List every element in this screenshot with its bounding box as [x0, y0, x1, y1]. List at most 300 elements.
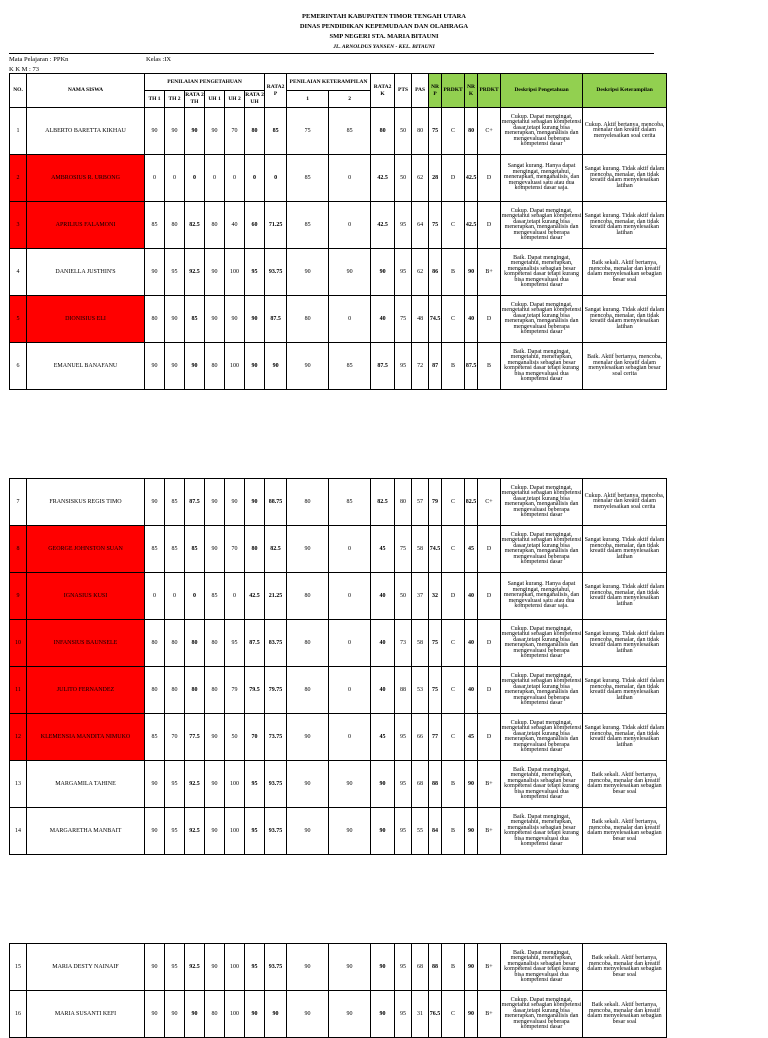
cell-r2k: 42.5 [371, 155, 395, 202]
cell-nrp: 88 [429, 944, 442, 991]
cell-pd1: C [442, 108, 465, 155]
cell-desk-pengetahuan: Cukup. Dapat mengingat, mengetahui sebagian kompetensi dasar,tetapi kurang bisa menerapkan, menganalisis dan mengevaluasi beberapa kompetensi dasar [501, 991, 583, 1038]
cell-r2th: 90 [185, 343, 205, 390]
cell-uh2: 90 [225, 479, 245, 526]
col-th1: TH 1 [145, 91, 165, 108]
cell-pas: 48 [412, 296, 429, 343]
cell-th2: 70 [165, 714, 185, 761]
cell-th1: 90 [145, 991, 165, 1038]
cell-pd1: D [442, 155, 465, 202]
cell-th1: 0 [145, 155, 165, 202]
cell-uh2: 70 [225, 526, 245, 573]
cell-pd2: C+ [478, 479, 501, 526]
cell-uh1: 0 [205, 155, 225, 202]
cell-r2p: 82.5 [265, 526, 287, 573]
cell-desk-pengetahuan: Baik. Dapat mengingat, mengetahui, menerapkan, menganalisis sebagian besar kompetensi dasar tetapi kurang bisa mengevaluasi dua kompetensi dasar [501, 808, 583, 855]
cell-pd2: D [478, 620, 501, 667]
cell-th1: 85 [145, 202, 165, 249]
cell-pts: 95 [395, 249, 412, 296]
cell-pd1: B [442, 808, 465, 855]
cell-uh2: 100 [225, 249, 245, 296]
table-row [10, 202, 667, 249]
cell-r2th: 87.5 [185, 479, 205, 526]
cell-uh1: 85 [205, 573, 225, 620]
cell-desk-pengetahuan: Cukup. Dapat mengingat, mengetahui sebagian kompetensi dasar,tetapi kurang bisa menerapkan, menganalisis dan mengevaluasi beberapa kompetensi dasar [501, 202, 583, 249]
cell-r2uh: 42.5 [245, 573, 265, 620]
cell-r2uh: 90 [245, 479, 265, 526]
cell-uh1: 80 [205, 202, 225, 249]
cell-pas: 53 [412, 667, 429, 714]
cell-nrp: 74.5 [429, 296, 442, 343]
cell-desk-keterampilan: Sangat kurang. Tidak aktif dalam mencoba, menalar, dan tidak kreatif dalam menyelesaikan latihan [583, 202, 667, 249]
cell-nama: MARGARETHA MANBAIT [27, 808, 145, 855]
cell-r2th: 80 [185, 667, 205, 714]
cell-pas: 66 [412, 714, 429, 761]
cell-nrp: 75 [429, 108, 442, 155]
cell-r2p: 71.25 [265, 202, 287, 249]
cell-desk-pengetahuan: Cukup. Dapat mengingat, mengetahui sebagian kompetensi dasar,tetapi kurang bisa menerapkan, menganalisis dan mengevaluasi beberapa kompetensi dasar [501, 667, 583, 714]
cell-r2k: 90 [371, 944, 395, 991]
cell-pd1: B [442, 944, 465, 991]
cell-th2: 0 [165, 155, 185, 202]
cell-uh1: 90 [205, 808, 225, 855]
cell-no: 14 [10, 808, 27, 855]
cell-r2th: 85 [185, 526, 205, 573]
cell-uh1: 90 [205, 761, 225, 808]
cell-uh2: 90 [225, 296, 245, 343]
cell-no: 4 [10, 249, 27, 296]
cell-desk-keterampilan: Cukup. Aktif bertanya, mencoba, menalar dan kreatif dalam menyelesaikan soal cerita [583, 479, 667, 526]
cell-pts: 95 [395, 761, 412, 808]
table-row [10, 667, 667, 714]
cell-no: 9 [10, 573, 27, 620]
cell-r2th: 90 [185, 991, 205, 1038]
cell-k1: 90 [287, 761, 329, 808]
cell-k2: 90 [329, 761, 371, 808]
cell-pas: 57 [412, 479, 429, 526]
cell-desk-keterampilan: Baik sekali. Aktif bertanya, mencoba, menalar dan kreatif dalam menyelesaikan sebagian besar soal [583, 991, 667, 1038]
cell-r2uh: 95 [245, 249, 265, 296]
cell-r2p: 90 [265, 343, 287, 390]
cell-r2p: 85 [265, 108, 287, 155]
cell-r2p: 90 [265, 991, 287, 1038]
col-uh1: UH 1 [205, 91, 225, 108]
cell-nama: DANIELLA JUSTHIN'S [27, 249, 145, 296]
cell-nrk: 90 [465, 249, 478, 296]
grade-table-page-2 [9, 478, 667, 855]
cell-nrp: 86 [429, 249, 442, 296]
cell-nama: FRANSISKUS REGIS TIMO [27, 479, 145, 526]
table-row [10, 155, 667, 202]
cell-pd2: B+ [478, 249, 501, 296]
cell-nama: MARIA DESTY NAINAIF [27, 944, 145, 991]
col-uh2: UH 2 [225, 91, 245, 108]
cell-th1: 90 [145, 761, 165, 808]
cell-pd2: D [478, 573, 501, 620]
col-prdkt-k: PRDKT [478, 74, 501, 108]
cell-th1: 80 [145, 667, 165, 714]
cell-desk-pengetahuan: Baik. Dapat mengingat, mengetahui, menerapkan, menganalisis sebagian besar kompetensi dasar tetapi kurang bisa mengevaluasi dua kompetensi dasar [501, 944, 583, 991]
cell-r2th: 92.5 [185, 249, 205, 296]
cell-th1: 0 [145, 573, 165, 620]
table-row [10, 808, 667, 855]
col-nama: NAMA SISWA [27, 74, 145, 108]
cell-uh2: 50 [225, 714, 245, 761]
cell-pd1: B [442, 761, 465, 808]
cell-r2p: 0 [265, 155, 287, 202]
cell-th2: 95 [165, 944, 185, 991]
cell-r2k: 40 [371, 573, 395, 620]
cell-th2: 95 [165, 761, 185, 808]
cell-desk-keterampilan: Baik sekali. Aktif bertanya, mencoba, menalar dan kreatif dalam menyelesaikan sebagian besar soal [583, 808, 667, 855]
cell-pd1: B [442, 343, 465, 390]
cell-r2p: 93.75 [265, 249, 287, 296]
cell-r2th: 0 [185, 155, 205, 202]
cell-pd1: C [442, 714, 465, 761]
cell-no: 1 [10, 108, 27, 155]
cell-pas: 31 [412, 991, 429, 1038]
table-row [10, 573, 667, 620]
cell-nrk: 40 [465, 296, 478, 343]
cell-r2k: 40 [371, 620, 395, 667]
col-k2: 2 [329, 91, 371, 108]
cell-desk-pengetahuan: Cukup. Dapat mengingat, mengetahui sebagian kompetensi dasar,tetapi kurang bisa menerapkan, menganalisis dan mengevaluasi beberapa kompetensi dasar [501, 526, 583, 573]
cell-r2p: 88.75 [265, 479, 287, 526]
cell-k2: 0 [329, 714, 371, 761]
cell-k1: 80 [287, 667, 329, 714]
cell-k1: 85 [287, 155, 329, 202]
cell-k1: 90 [287, 991, 329, 1038]
cell-pas: 68 [412, 761, 429, 808]
cell-no: 3 [10, 202, 27, 249]
cell-k2: 85 [329, 479, 371, 526]
cell-r2th: 92.5 [185, 944, 205, 991]
cell-r2th: 80 [185, 620, 205, 667]
cell-k2: 90 [329, 944, 371, 991]
cell-th2: 95 [165, 808, 185, 855]
cell-desk-pengetahuan: Baik. Dapat mengingat, mengetahui, menerapkan, menganalisis sebagian besar kompetensi dasar tetapi kurang bisa mengevaluasi dua kompetensi dasar [501, 249, 583, 296]
cell-nrp: 84 [429, 808, 442, 855]
cell-pas: 37 [412, 573, 429, 620]
cell-pd2: B+ [478, 808, 501, 855]
class-label: Kelas :IX [146, 56, 172, 63]
cell-pts: 73 [395, 620, 412, 667]
cell-k1: 80 [287, 296, 329, 343]
table-row [10, 761, 667, 808]
cell-th2: 0 [165, 573, 185, 620]
cell-r2p: 87.5 [265, 296, 287, 343]
table-row [10, 991, 667, 1038]
cell-r2p: 93.75 [265, 761, 287, 808]
cell-uh1: 80 [205, 667, 225, 714]
cell-desk-keterampilan: Sangat kurang. Tidak aktif dalam mencoba, menalar, dan tidak kreatif dalam menyelesaikan latihan [583, 296, 667, 343]
cell-pts: 95 [395, 808, 412, 855]
cell-k2: 0 [329, 202, 371, 249]
cell-pts: 50 [395, 155, 412, 202]
cell-uh2: 100 [225, 761, 245, 808]
cell-uh1: 90 [205, 526, 225, 573]
cell-pts: 75 [395, 526, 412, 573]
cell-r2th: 90 [185, 108, 205, 155]
cell-pts: 80 [395, 479, 412, 526]
cell-nrp: 75 [429, 202, 442, 249]
cell-desk-pengetahuan: Cukup. Dapat mengingat, mengetahui sebagian kompetensi dasar,tetapi kurang bisa menerapkan, menganalisis dan mengevaluasi beberapa kompetensi dasar [501, 108, 583, 155]
cell-nama: JULITO FERNANDEZ [27, 667, 145, 714]
grade-table-page-1 [9, 73, 667, 390]
cell-pts: 50 [395, 573, 412, 620]
cell-nrp: 87 [429, 343, 442, 390]
cell-nrk: 40 [465, 620, 478, 667]
cell-r2k: 90 [371, 249, 395, 296]
cell-th2: 90 [165, 296, 185, 343]
cell-r2p: 93.75 [265, 944, 287, 991]
cell-pd1: C [442, 667, 465, 714]
cell-r2uh: 90 [245, 343, 265, 390]
cell-pas: 80 [412, 108, 429, 155]
cell-pas: 58 [412, 620, 429, 667]
cell-desk-pengetahuan: Cukup. Dapat mengingat, mengetahui sebagian kompetensi dasar,tetapi kurang bisa menerapkan, menganalisis dan mengevaluasi beberapa kompetensi dasar [501, 479, 583, 526]
cell-nama: ALBERTO BARETTA KIKHAU [27, 108, 145, 155]
cell-r2p: 21.25 [265, 573, 287, 620]
cell-r2uh: 87.5 [245, 620, 265, 667]
cell-th2: 85 [165, 479, 185, 526]
cell-pts: 50 [395, 108, 412, 155]
col-nrk: NR K [465, 74, 478, 108]
cell-nama: DIONISIUS ELI [27, 296, 145, 343]
cell-nrp: 76.5 [429, 991, 442, 1038]
cell-k2: 0 [329, 573, 371, 620]
cell-r2th: 0 [185, 573, 205, 620]
cell-nrp: 77 [429, 714, 442, 761]
cell-k2: 85 [329, 343, 371, 390]
cell-nama: KLEMENSIA MANDITA NIMUKO [27, 714, 145, 761]
cell-uh2: 100 [225, 944, 245, 991]
cell-r2uh: 95 [245, 761, 265, 808]
table-row [10, 343, 667, 390]
cell-pts: 75 [395, 296, 412, 343]
cell-pas: 55 [412, 808, 429, 855]
cell-uh1: 90 [205, 296, 225, 343]
cell-nama: MARIA SUSANTI KEFI [27, 991, 145, 1038]
cell-nama: AMBROSIUS R. URBONG [27, 155, 145, 202]
cell-no: 2 [10, 155, 27, 202]
cell-no: 5 [10, 296, 27, 343]
cell-nrk: 45 [465, 714, 478, 761]
cell-nrk: 82.5 [465, 479, 478, 526]
cell-no: 11 [10, 667, 27, 714]
cell-r2uh: 80 [245, 526, 265, 573]
cell-pd2: B [478, 343, 501, 390]
cell-nama: MARGAMILA TAHINE [27, 761, 145, 808]
cell-pas: 64 [412, 202, 429, 249]
cell-uh1: 90 [205, 944, 225, 991]
cell-r2k: 42.5 [371, 202, 395, 249]
table-row [10, 526, 667, 573]
cell-nrk: 87.5 [465, 343, 478, 390]
cell-r2p: 83.75 [265, 620, 287, 667]
cell-r2k: 87.5 [371, 343, 395, 390]
cell-nrk: 90 [465, 944, 478, 991]
cell-k1: 90 [287, 249, 329, 296]
cell-desk-keterampilan: Sangat kurang. Tidak aktif dalam mencoba, menalar, dan tidak kreatif dalam menyelesaikan latihan [583, 667, 667, 714]
cell-nrk: 90 [465, 808, 478, 855]
cell-k1: 90 [287, 944, 329, 991]
table-row [10, 296, 667, 343]
cell-no: 16 [10, 991, 27, 1038]
cell-r2k: 45 [371, 714, 395, 761]
cell-r2uh: 79.5 [245, 667, 265, 714]
cell-th1: 85 [145, 526, 165, 573]
cell-desk-keterampilan: Sangat kurang. Tidak aktif dalam mencoba, menalar, dan tidak kreatif dalam menyelesaikan latihan [583, 714, 667, 761]
cell-k1: 80 [287, 573, 329, 620]
cell-r2k: 40 [371, 296, 395, 343]
table-row [10, 620, 667, 667]
cell-nrp: 32 [429, 573, 442, 620]
cell-k2: 0 [329, 296, 371, 343]
cell-desk-pengetahuan: Sangat kurang. Hanya dapat mengingat, mengetahui, menerapkan, menganalisis, dan mengevaluasi satu atau dua kompetensi dasar saja. [501, 573, 583, 620]
cell-r2k: 90 [371, 991, 395, 1038]
cell-uh2: 70 [225, 108, 245, 155]
cell-nama: EMANUEL BANAFANU [27, 343, 145, 390]
cell-pd1: C [442, 479, 465, 526]
cell-k1: 80 [287, 479, 329, 526]
cell-pd2: D [478, 296, 501, 343]
cell-k2: 0 [329, 155, 371, 202]
cell-k2: 0 [329, 526, 371, 573]
cell-r2uh: 70 [245, 714, 265, 761]
cell-r2uh: 95 [245, 944, 265, 991]
col-rata2k: RATA2 K [371, 74, 395, 108]
col-rata2uh: RATA 2 UH [245, 91, 265, 108]
cell-pd1: C [442, 991, 465, 1038]
cell-pts: 95 [395, 343, 412, 390]
cell-no: 10 [10, 620, 27, 667]
cell-nrp: 28 [429, 155, 442, 202]
cell-r2p: 73.75 [265, 714, 287, 761]
cell-pd1: C [442, 526, 465, 573]
header-divider [9, 53, 654, 54]
cell-nrp: 74.5 [429, 526, 442, 573]
col-th2: TH 2 [165, 91, 185, 108]
kkm-label: K K M : 73 [9, 66, 39, 73]
cell-r2uh: 0 [245, 155, 265, 202]
table-row [10, 249, 667, 296]
cell-uh2: 40 [225, 202, 245, 249]
cell-pd2: D [478, 526, 501, 573]
cell-th2: 90 [165, 108, 185, 155]
cell-pd1: D [442, 573, 465, 620]
cell-th2: 80 [165, 202, 185, 249]
cell-nrk: 40 [465, 667, 478, 714]
cell-pd2: D [478, 714, 501, 761]
cell-pas: 68 [412, 944, 429, 991]
cell-pas: 62 [412, 249, 429, 296]
cell-k1: 80 [287, 620, 329, 667]
cell-desk-keterampilan: Sangat kurang. Tidak aktif dalam mencoba, menalar, dan tidak kreatif dalam menyelesaikan latihan [583, 620, 667, 667]
cell-nrk: 90 [465, 991, 478, 1038]
cell-no: 13 [10, 761, 27, 808]
cell-pd2: B+ [478, 761, 501, 808]
cell-r2p: 79.75 [265, 667, 287, 714]
header-line-2: DINAS PENDIDIKAN KEPEMUDAAN DAN OLAHRAGA [299, 23, 469, 30]
cell-desk-pengetahuan: Baik. Dapat mengingat, mengetahui, menerapkan, menganalisis sebagian besar kompetensi dasar tetapi kurang bisa mengevaluasi dua kompetensi dasar [501, 761, 583, 808]
cell-r2uh: 60 [245, 202, 265, 249]
cell-pd2: C+ [478, 108, 501, 155]
header-line-4: JL. ARNOLDUS YANSEN - KEL. BITAUNI [333, 44, 435, 50]
cell-pd2: B+ [478, 991, 501, 1038]
cell-pd2: D [478, 667, 501, 714]
cell-uh2: 100 [225, 991, 245, 1038]
col-pengetahuan: PENILAIAN PENGETAHUAN [145, 74, 265, 91]
col-keterampilan: PENILAIAN KETERAMPILAN [287, 74, 371, 91]
cell-pts: 95 [395, 714, 412, 761]
cell-pd2: D [478, 155, 501, 202]
cell-k2: 90 [329, 991, 371, 1038]
cell-uh2: 100 [225, 343, 245, 390]
cell-r2k: 90 [371, 761, 395, 808]
cell-th2: 80 [165, 667, 185, 714]
header-line-1: PEMERINTAH KABUPATEN TIMOR TENGAH UTARA [302, 13, 466, 20]
cell-pd1: C [442, 620, 465, 667]
cell-k2: 0 [329, 667, 371, 714]
cell-r2th: 77.5 [185, 714, 205, 761]
col-pts: PTS [395, 74, 412, 108]
cell-pd1: B [442, 249, 465, 296]
cell-uh1: 80 [205, 620, 225, 667]
cell-nrp: 75 [429, 667, 442, 714]
cell-nrk: 40 [465, 573, 478, 620]
cell-uh1: 80 [205, 343, 225, 390]
cell-r2k: 45 [371, 526, 395, 573]
col-desk-k: Deskripsi Keterampilan [583, 74, 667, 108]
cell-nama: INFANSIUS BAUNSELE [27, 620, 145, 667]
table-row [10, 479, 667, 526]
cell-no: 6 [10, 343, 27, 390]
table-row [10, 714, 667, 761]
cell-pas: 58 [412, 526, 429, 573]
cell-r2k: 80 [371, 108, 395, 155]
cell-uh2: 0 [225, 573, 245, 620]
cell-uh2: 0 [225, 155, 245, 202]
cell-pts: 88 [395, 667, 412, 714]
cell-r2uh: 95 [245, 808, 265, 855]
cell-k2: 90 [329, 808, 371, 855]
cell-desk-pengetahuan: Cukup. Dapat mengingat, mengetahui sebagian kompetensi dasar,tetapi kurang bisa menerapkan, menganalisis dan mengevaluasi beberapa kompetensi dasar [501, 296, 583, 343]
cell-r2th: 92.5 [185, 808, 205, 855]
cell-k2: 85 [329, 108, 371, 155]
table-row [10, 108, 667, 155]
cell-r2k: 82.5 [371, 479, 395, 526]
cell-no: 7 [10, 479, 27, 526]
col-nrp: NR P [429, 74, 442, 108]
cell-th2: 90 [165, 343, 185, 390]
cell-nrp: 79 [429, 479, 442, 526]
cell-nrk: 90 [465, 761, 478, 808]
col-no: NO. [10, 74, 27, 108]
cell-th1: 85 [145, 714, 165, 761]
cell-nama: GEORGE JOHNSTON SUAN [27, 526, 145, 573]
cell-pts: 95 [395, 991, 412, 1038]
col-rata2p: RATA2 P [265, 74, 287, 108]
cell-k1: 90 [287, 526, 329, 573]
cell-desk-pengetahuan: Cukup. Dapat mengingat, mengetahui sebagian kompetensi dasar,tetapi kurang bisa menerapkan, menganalisis dan mengevaluasi beberapa kompetensi dasar [501, 620, 583, 667]
cell-k1: 90 [287, 343, 329, 390]
subject-label: Mata Pelajaran : PPKn [9, 56, 69, 63]
cell-uh1: 80 [205, 991, 225, 1038]
cell-th1: 90 [145, 944, 165, 991]
cell-k2: 0 [329, 620, 371, 667]
cell-th1: 90 [145, 479, 165, 526]
